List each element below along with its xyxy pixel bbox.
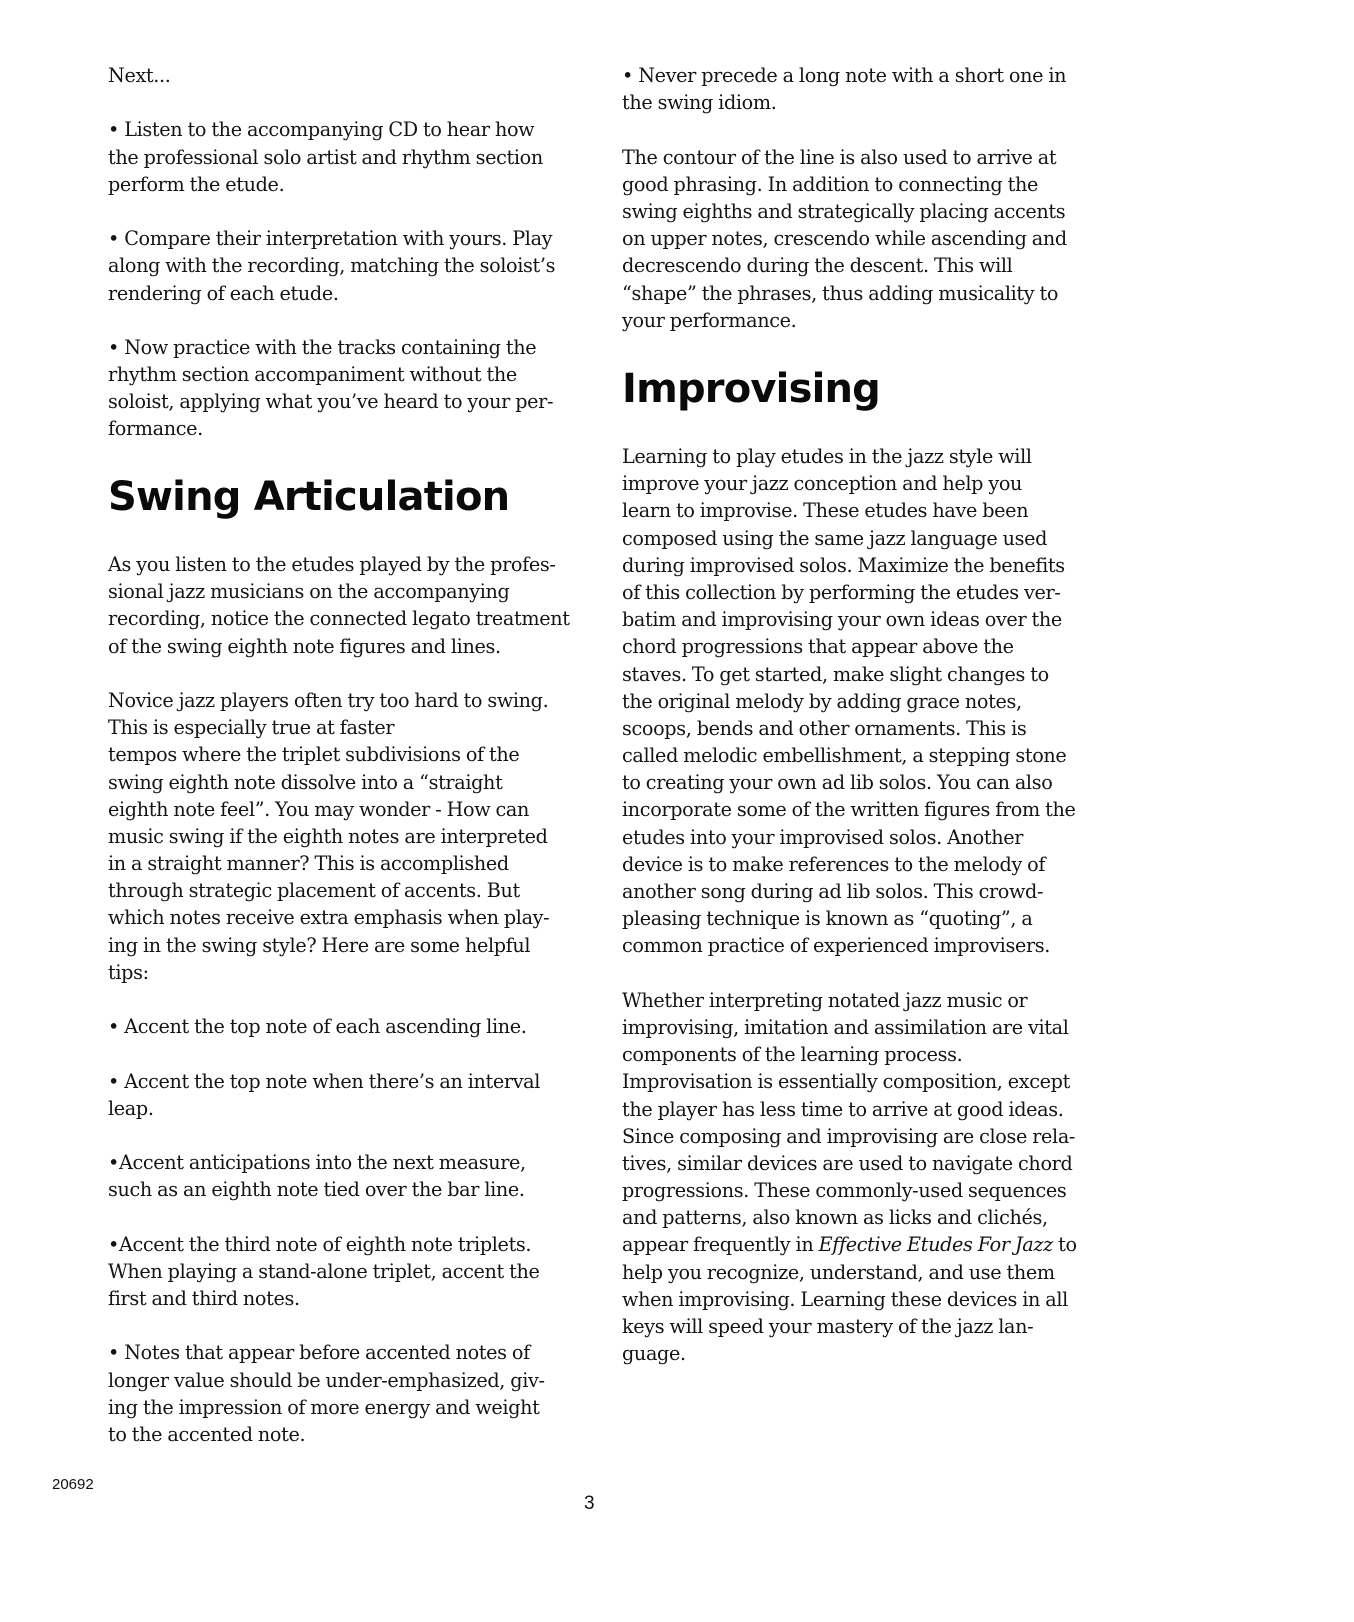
text-line: leap. bbox=[108, 1096, 154, 1120]
text-line: Novice jazz players often try too hard to swing. bbox=[108, 688, 549, 712]
text-line: the player has less time to arrive at good ideas. bbox=[622, 1097, 1064, 1121]
text-line: rendering of each etude. bbox=[108, 281, 339, 305]
text-line: improve your jazz conception and help you bbox=[622, 472, 1023, 496]
paragraph-imitation-assimilation bbox=[622, 987, 1092, 1368]
text-line: music swing if the eighth notes are interpreted bbox=[108, 824, 548, 848]
page-number: 3 bbox=[584, 1493, 595, 1514]
right-column-lower bbox=[622, 443, 1092, 1367]
text-line: rhythm section accompaniment without the bbox=[108, 363, 517, 387]
text-line: •Accent anticipations into the next measure, bbox=[108, 1151, 526, 1175]
text-line: ing the impression of more energy and weight bbox=[108, 1395, 540, 1419]
bullet-compare bbox=[108, 225, 578, 307]
text-line: • Compare their interpretation with yours. Play bbox=[108, 227, 553, 251]
text-line: staves. To get started, make slight changes to bbox=[622, 662, 1049, 686]
intro-paragraph bbox=[108, 62, 578, 89]
text-line: tives, similar devices are used to navigate chord bbox=[622, 1151, 1073, 1175]
text-line: “shape” the phrases, thus adding musicality to bbox=[622, 281, 1059, 305]
text-line: • Accent the top note when there’s an interval bbox=[108, 1069, 541, 1093]
text-line: the professional solo artist and rhythm section bbox=[108, 145, 543, 169]
paragraph-learning-etudes bbox=[622, 443, 1092, 960]
text-line: on upper notes, crescendo while ascending and bbox=[622, 227, 1067, 251]
text-line: your performance. bbox=[622, 308, 797, 332]
bullet-listen bbox=[108, 116, 578, 198]
text-line: during improvised solos. Maximize the benefits bbox=[622, 553, 1065, 577]
text-line: swing eighths and strategically placing accents bbox=[622, 199, 1066, 223]
text-line: to the accented note. bbox=[108, 1423, 306, 1446]
left-column bbox=[108, 62, 578, 443]
text-line-with-book-title bbox=[622, 1231, 1092, 1258]
text-line: along with the recording, matching the soloist’s bbox=[108, 254, 556, 278]
text-span: appear frequently in bbox=[622, 1233, 819, 1257]
text-line: formance. bbox=[108, 417, 203, 441]
text-line: recording, notice the connected legato treatment bbox=[108, 607, 570, 631]
text-line: device is to make references to the melody of bbox=[622, 852, 1046, 876]
text-line: perform the etude. bbox=[108, 172, 285, 196]
text-line: •Accent the third note of eighth note triplets. bbox=[108, 1232, 532, 1256]
text-line: common practice of experienced improvisers. bbox=[622, 934, 1051, 958]
tip-never-precede bbox=[622, 62, 1092, 116]
text-line: when improvising. Learning these devices in all bbox=[622, 1287, 1068, 1311]
text-line: called melodic embellishment, a stepping stone bbox=[622, 744, 1067, 768]
text-line: the swing idiom. bbox=[622, 91, 777, 115]
text-line: keys will speed your mastery of the jazz lan- bbox=[622, 1315, 1034, 1338]
text-line: and patterns, also known as licks and clichés, bbox=[622, 1206, 1048, 1230]
text-line: which notes receive extra emphasis when play- bbox=[108, 906, 550, 930]
text-span: to bbox=[1052, 1233, 1077, 1257]
text-line: As you listen to the etudes played by the profes- bbox=[108, 553, 556, 576]
tip-under-emphasize bbox=[108, 1339, 578, 1448]
text-line: • Accent the top note of each ascending line. bbox=[108, 1015, 527, 1039]
text-line: scoops, bends and other ornaments. This is bbox=[622, 716, 1027, 740]
right-column-upper bbox=[622, 62, 1092, 334]
text-line: ing in the swing style? Here are some helpful bbox=[108, 933, 531, 957]
text-line: Improvisation is essentially composition, except bbox=[622, 1070, 1070, 1094]
text-line: batim and improvising your own ideas over the bbox=[622, 608, 1062, 632]
text-line: Since composing and improvising are close rela- bbox=[622, 1124, 1076, 1148]
catalog-number: 20692 bbox=[52, 1476, 94, 1493]
text-line: help you recognize, understand, and use them bbox=[622, 1260, 1055, 1284]
text-line: learn to improvise. These etudes have been bbox=[622, 499, 1029, 523]
book-title: Effective Etudes For Jazz bbox=[818, 1233, 1053, 1257]
paragraph-novice-players bbox=[108, 687, 578, 986]
text-line: • Notes that appear before accented notes of bbox=[108, 1341, 530, 1365]
text-line: in a straight manner? This is accomplished bbox=[108, 852, 509, 876]
paragraph-listen-etudes bbox=[108, 551, 578, 660]
text-line: incorporate some of the written figures from the bbox=[622, 798, 1076, 822]
text-line: good phrasing. In addition to connecting the bbox=[622, 172, 1038, 196]
text-line: decrescendo during the descent. This will bbox=[622, 254, 1013, 278]
text-line: to creating your own ad lib solos. You can also bbox=[622, 771, 1053, 795]
text-line: of this collection by performing the etudes ver- bbox=[622, 580, 1061, 604]
text-line: Learning to play etudes in the jazz style will bbox=[622, 445, 1032, 468]
text-line: etudes into your improvised solos. Another bbox=[622, 825, 1024, 849]
text-line: progressions. These commonly-used sequences bbox=[622, 1179, 1067, 1203]
text-line: sional jazz musicians on the accompanying bbox=[108, 580, 510, 604]
text-line: of the swing eighth note figures and lines. bbox=[108, 634, 501, 658]
text-line: The contour of the line is also used to arrive at bbox=[622, 145, 1057, 169]
text-line: first and third notes. bbox=[108, 1287, 300, 1311]
text-line: Whether interpreting notated jazz music or bbox=[622, 988, 1028, 1012]
text-line: • Never precede a long note with a short one in bbox=[622, 64, 1067, 87]
text-line: such as an eighth note tied over the bar line. bbox=[108, 1178, 525, 1202]
bullet-practice bbox=[108, 334, 578, 443]
tip-anticipations bbox=[108, 1149, 578, 1203]
section-heading-swing-articulation: Swing Articulation bbox=[108, 474, 510, 520]
text-line: tempos where the triplet subdivisions of the bbox=[108, 743, 520, 767]
text-line: • Now practice with the tracks containing the bbox=[108, 335, 537, 359]
text-line: guage. bbox=[622, 1342, 686, 1366]
text-line: another song during ad lib solos. This crowd- bbox=[622, 880, 1044, 903]
text-line: This is especially true at faster bbox=[108, 716, 395, 740]
paragraph-contour bbox=[622, 144, 1092, 334]
text-line: eighth note feel”. You may wonder - How can bbox=[108, 797, 530, 821]
text-line: pleasing technique is known as “quoting”, a bbox=[622, 907, 1033, 931]
text-line: composed using the same jazz language used bbox=[622, 526, 1048, 550]
text-line: tips: bbox=[108, 960, 149, 984]
text-line: soloist, applying what you’ve heard to your per- bbox=[108, 390, 554, 414]
text-line: Next... bbox=[108, 64, 171, 87]
tip-ascending-line bbox=[108, 1013, 578, 1040]
text-line: chord progressions that appear above the bbox=[622, 635, 1014, 659]
text-line: swing eighth note dissolve into a “straight bbox=[108, 770, 503, 794]
text-line: • Listen to the accompanying CD to hear how bbox=[108, 118, 535, 142]
left-column-lower bbox=[108, 551, 578, 1448]
text-line: improvising, imitation and assimilation are vital bbox=[622, 1015, 1069, 1039]
text-line: When playing a stand-alone triplet, accent the bbox=[108, 1259, 540, 1283]
text-line: components of the learning process. bbox=[622, 1043, 963, 1067]
text-line: longer value should be under-emphasized, giv- bbox=[108, 1368, 545, 1392]
tip-interval-leap bbox=[108, 1068, 578, 1122]
tip-triplets bbox=[108, 1231, 578, 1313]
text-line: the original melody by adding grace notes, bbox=[622, 689, 1022, 713]
text-line: through strategic placement of accents. But bbox=[108, 879, 520, 903]
section-heading-improvising: Improvising bbox=[622, 366, 881, 412]
